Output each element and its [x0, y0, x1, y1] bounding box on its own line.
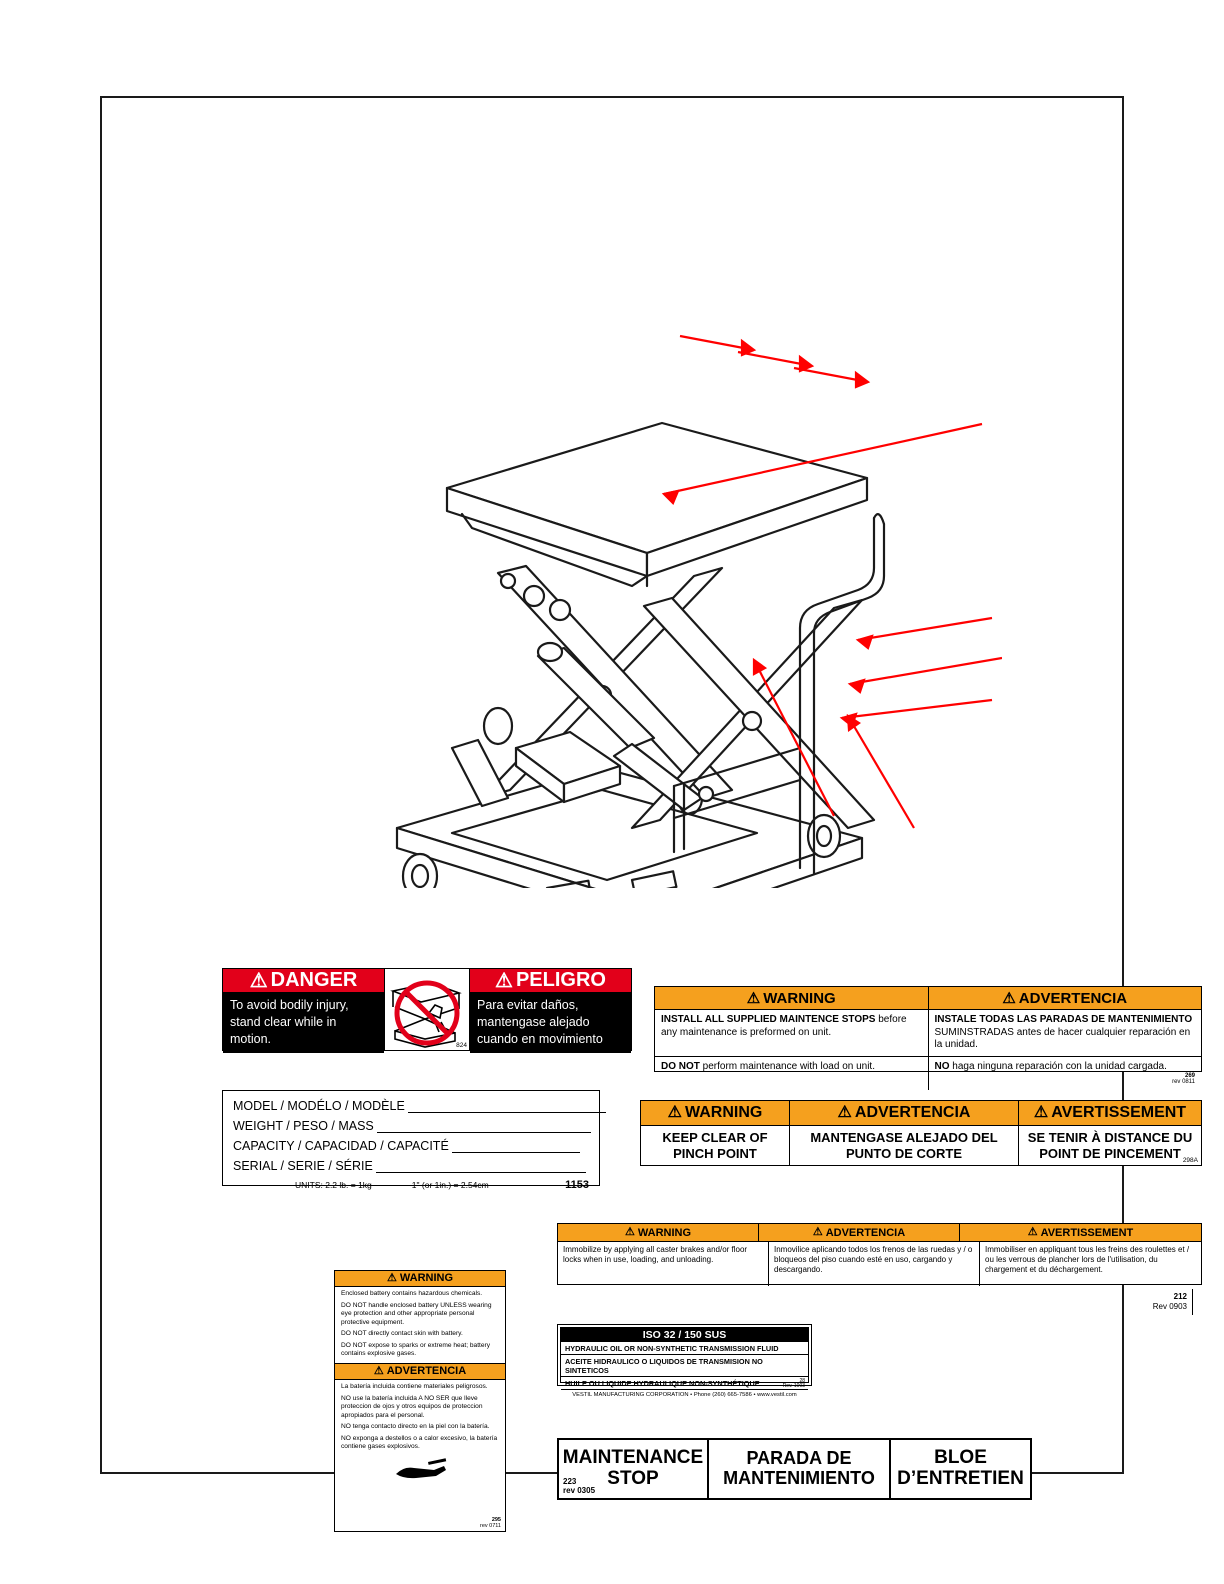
caster-header-french	[960, 1224, 1201, 1241]
arrow-platform-3	[794, 368, 868, 387]
units-length: 1" (or 1in.) = 2.54cm	[411, 1180, 489, 1190]
maintenance-stop-english-l1: MAINTENANCE	[562, 1447, 704, 1469]
model-data-label	[222, 1090, 600, 1191]
battery-part-number: 295	[491, 1516, 501, 1523]
warning-triangle-icon: ⚠	[746, 989, 761, 1007]
maintenance-stop-french-l1: BLOE	[934, 1447, 987, 1469]
caster-body-spanish: Inmovilice aplicando todos los frenos de las ruedas y / o bloqueos del piso cuando esté en uso, cargando y descargando.	[769, 1242, 980, 1286]
hydraulic-oil-label	[557, 1324, 812, 1398]
pinch-body-french	[1019, 1126, 1201, 1166]
row1-spanish	[929, 1010, 1202, 1056]
iso-part	[783, 1379, 805, 1390]
pinch-point-bodies	[641, 1125, 1201, 1166]
caster-part-number: 212	[1173, 1292, 1187, 1301]
danger-body-text: To avoid bodily injury, stand clear while in motion.	[223, 992, 384, 1053]
row2-spanish	[929, 1057, 1202, 1090]
iso-part-number: 28	[799, 1377, 805, 1384]
capacity-write-line	[452, 1152, 580, 1153]
header-spanish	[929, 987, 1202, 1009]
serial-write-line	[376, 1172, 586, 1173]
battery-header-english	[335, 1271, 505, 1287]
pinch-body-french-l1: SE TENIR À DISTANCE DU	[1027, 1130, 1193, 1146]
iso-title: ISO 32 / 150 SUS	[561, 1328, 808, 1342]
caster-header-english-text: WARNING	[637, 1226, 692, 1239]
no-stand-under-platform-pictogram	[384, 969, 470, 1050]
warning-triangle-icon: ⚠	[495, 969, 513, 992]
peligro-header	[470, 969, 631, 992]
row2-spanish-bold: NO	[934, 1060, 950, 1072]
battery-warning-label	[334, 1270, 506, 1532]
maintenance-stops-warning-label	[654, 986, 1202, 1086]
weight-row	[233, 1119, 589, 1133]
danger-header	[223, 969, 384, 992]
warning-triangle-icon: ⚠	[386, 1272, 397, 1284]
peligro-body-text: Para evitar daños, mantengase alejado cuando en movimiento	[470, 992, 631, 1053]
model-part-number: 1153	[565, 1179, 589, 1191]
pinch-body-english-l2: PINCH POINT	[673, 1146, 757, 1161]
iso-line-english: HYDRAULIC OIL OR NON-SYNTHETIC TRANSMISSION FLUID	[561, 1342, 808, 1355]
units-mass: UNITS: 2.2 lb. = 1kg	[295, 1180, 372, 1190]
caster-header-english	[558, 1224, 759, 1241]
pinch-header-english-text: WARNING	[685, 1104, 763, 1121]
pinch-body-spanish	[790, 1126, 1019, 1166]
iso-revision: Rev. 1003	[782, 1382, 805, 1389]
iso-line-french	[561, 1377, 808, 1390]
pinch-body-english-l1: KEEP CLEAR OF	[662, 1130, 768, 1146]
maintenance-stops-row-1	[655, 1009, 1201, 1056]
battery-part	[480, 1517, 501, 1529]
hydraulic-oil-inner	[560, 1327, 809, 1398]
battery-en-line-4: DO NOT expose to sparks or extreme heat; battery contains explosive gases.	[341, 1341, 491, 1358]
maintenance-stops-revision: rev 0811	[1172, 1079, 1195, 1086]
serial-row-label: SERIAL / SERIE / SÉRIE	[233, 1159, 373, 1173]
row1-spanish-bold: INSTALE TODAS LAS PARADAS DE MANTENIMIENTO	[934, 1014, 1193, 1025]
capacity-row	[233, 1139, 589, 1153]
caster-bodies	[558, 1241, 1201, 1311]
battery-en-line-3: DO NOT directly contact skin with battery.	[341, 1330, 463, 1338]
iso-footer: VESTIL MANUFACTURING CORPORATION • Phone (260) 665-7586 • www.vestil.com	[572, 1391, 797, 1398]
caster-revision: Rev 0903	[1152, 1302, 1187, 1311]
battery-en-line-2: DO NOT handle enclosed battery UNLESS wearing eye protection and other appropriate personal protective equipment.	[341, 1301, 492, 1326]
battery-es-line-4: NO exponga a destellos o a calor excesivo, la batería contiene gases explosivos.	[341, 1434, 498, 1451]
maintenance-stop-french-l2: D’ENTRETIEN	[897, 1468, 1024, 1489]
serial-row	[233, 1159, 589, 1173]
caster-brake-warning-label	[557, 1223, 1202, 1311]
danger-peligro-label	[222, 968, 632, 1051]
maintenance-stop-spanish	[709, 1440, 891, 1498]
danger-spanish-panel	[470, 969, 631, 1050]
glove-hand-pictogram	[335, 1456, 505, 1487]
pinch-body-spanish-l2: PUNTO DE CORTE	[845, 1146, 963, 1161]
battery-header-spanish	[335, 1363, 505, 1380]
maintenance-stop-spanish-l2: MANTENIMIENTO	[723, 1468, 875, 1488]
row1-english-rest: before any maintenance is preformed on unit.	[661, 1014, 907, 1038]
maintenance-stop-english	[559, 1440, 709, 1498]
pinch-point-headers	[641, 1101, 1201, 1125]
warning-triangle-icon: ⚠	[837, 1104, 852, 1121]
pinch-header-french-text: AVERTISSEMENT	[1051, 1104, 1187, 1121]
header-english	[655, 987, 929, 1009]
weight-write-line	[377, 1132, 591, 1133]
pinch-body-french-l2: POINT DE PINCEMENT	[1039, 1146, 1181, 1161]
maintenance-stop-tag	[557, 1438, 1032, 1500]
capacity-row-label: CAPACITY / CAPACIDAD / CAPACITÉ	[233, 1139, 449, 1153]
caster-body-french-text: Immobiliser en appliquant tous les freins des roulettes et / ou les verrous de plancher lors de l'utilisation, du chargement et du déchargement.	[985, 1245, 1190, 1274]
warning-triangle-icon: ⚠	[812, 1226, 823, 1238]
maintenance-stop-english-l2: STOP	[607, 1468, 659, 1489]
arrow-base-lower	[842, 700, 992, 726]
maintenance-stop-part	[563, 1477, 595, 1495]
warning-triangle-icon: ⚠	[1027, 1226, 1038, 1238]
maintenance-stop-revision: rev 0305	[563, 1485, 596, 1495]
danger-header-text: DANGER	[270, 969, 358, 991]
iso-line-french-text: HUILE OU LIQUIDE HYDRAULIQUE NON-SYNTHÉTIQUE	[565, 1378, 760, 1388]
battery-es-line-2: NO use la batería incluida A NO SER que lleve proteccion de ojos y otros equipos de proteccion apropiados para el personal.	[341, 1394, 483, 1419]
maintenance-stops-part-number: 269	[1184, 1073, 1195, 1079]
arrow-platform-2	[738, 352, 812, 371]
header-spanish-text: ADVERTENCIA	[1018, 989, 1128, 1007]
warning-triangle-icon: ⚠	[1002, 989, 1016, 1007]
caster-body-english: Immobilize by applying all caster brakes and/or floor locks when in use, loading, and unloading.	[558, 1242, 769, 1286]
model-write-line	[408, 1112, 606, 1113]
pinch-body-spanish-l1: MANTENGASE ALEJADO DEL	[810, 1130, 998, 1146]
maintenance-stops-part	[935, 1073, 1196, 1086]
row2-english-rest: perform maintenance with load on unit.	[702, 1060, 875, 1072]
header-english-text: WARNING	[763, 989, 836, 1007]
pinch-header-english	[641, 1101, 790, 1125]
maintenance-stop-spanish-l1: PARADA DE	[746, 1448, 852, 1469]
pinch-point-part-number: 298A	[1182, 1157, 1198, 1165]
pinch-point-warning-label	[640, 1100, 1202, 1166]
caster-header-spanish-text: ADVERTENCIA	[825, 1226, 906, 1239]
caster-header-spanish	[759, 1224, 960, 1241]
row1-spanish-rest: SUMINSTRADAS antes de hacer cualquier reparación en la unidad.	[934, 1026, 1191, 1050]
label-sheet	[100, 96, 1198, 1529]
battery-en-line-1: Enclosed battery contains hazardous chemicals.	[341, 1290, 483, 1297]
row1-english-bold: INSTALL ALL SUPPLIED MAINTENCE STOPS	[661, 1014, 876, 1025]
warning-triangle-icon: ⚠	[1033, 1104, 1049, 1121]
row1-english	[655, 1010, 929, 1056]
caster-headers	[558, 1224, 1201, 1241]
warning-triangle-icon: ⚠	[249, 969, 268, 992]
row2-spanish-rest: haga ninguna reparación con la unidad cargada.	[952, 1060, 1167, 1072]
maintenance-stop-part-number: 223	[563, 1476, 577, 1486]
battery-header-english-text: WARNING	[399, 1272, 454, 1284]
caster-body-french	[980, 1242, 1201, 1311]
peligro-header-text: PELIGRO	[515, 969, 606, 991]
battery-revision: rev 0711	[480, 1522, 501, 1529]
maintenance-stop-french	[891, 1440, 1030, 1498]
arrow-guard-rail	[850, 658, 1002, 692]
pinch-header-spanish-text: ADVERTENCIA	[854, 1104, 971, 1121]
row2-english-bold: DO NOT	[661, 1060, 700, 1072]
caster-part	[982, 1289, 1193, 1315]
iso-line-spanish: ACEITE HIDRAULICO O LIQUIDOS DE TRANSMISION NO SINTETICOS	[561, 1355, 808, 1377]
battery-es-line-1: La batería incluida contiene materiales peligrosos.	[341, 1382, 488, 1390]
scissor-lift-table-diagram	[302, 328, 1002, 888]
danger-part-number: 824	[456, 1042, 467, 1049]
danger-english-panel	[223, 969, 384, 1050]
warning-triangle-icon: ⚠	[373, 1364, 384, 1377]
warning-triangle-icon: ⚠	[624, 1226, 635, 1238]
arrow-handle	[858, 618, 992, 648]
maintenance-stops-headers	[655, 987, 1201, 1009]
warning-triangle-icon: ⚠	[667, 1104, 682, 1121]
battery-es-line-3: NO tenga contacto directo en la piel con la batería.	[341, 1423, 490, 1431]
model-footer	[233, 1179, 589, 1191]
row2-english	[655, 1057, 929, 1090]
pinch-body-english	[641, 1126, 790, 1166]
model-row-label: MODEL / MODÉLO / MODÈLE	[233, 1099, 405, 1113]
model-row	[233, 1099, 589, 1113]
maintenance-stops-row-2	[655, 1056, 1201, 1090]
weight-row-label: WEIGHT / PESO / MASS	[233, 1119, 374, 1133]
caster-header-french-text: AVERTISSEMENT	[1040, 1226, 1134, 1239]
pinch-header-spanish	[790, 1101, 1019, 1125]
pinch-header-french	[1019, 1101, 1201, 1125]
battery-header-spanish-text: ADVERTENCIA	[386, 1364, 467, 1377]
